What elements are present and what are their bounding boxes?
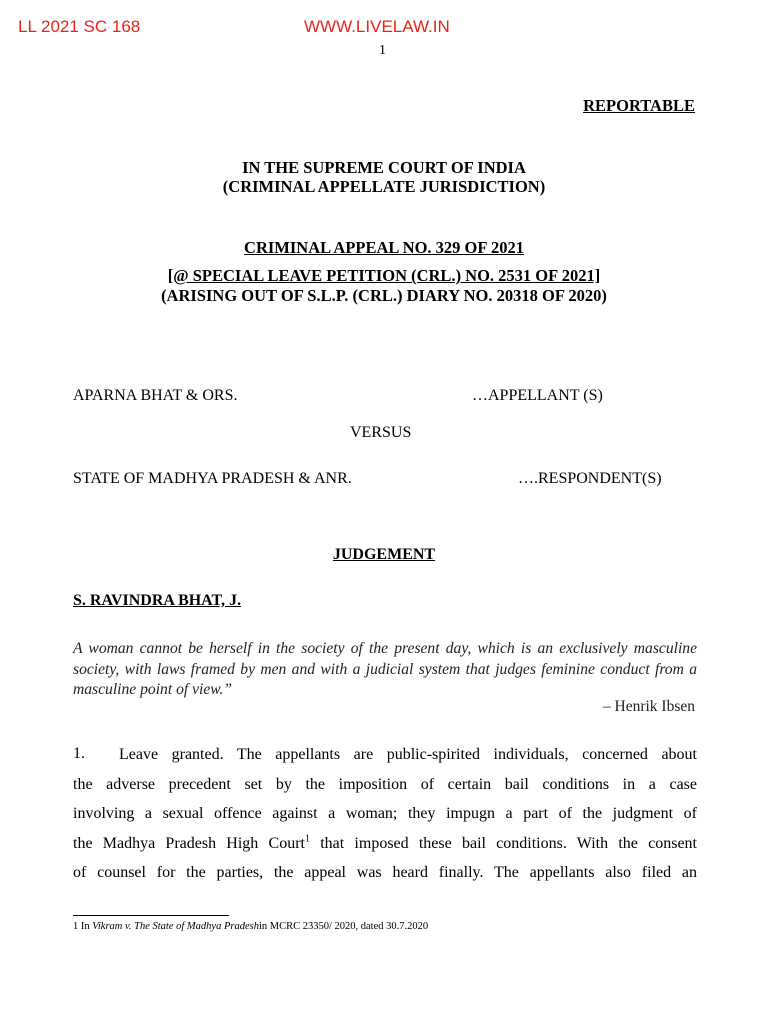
footnote xyxy=(73,921,428,932)
judgement-title: JUDGEMENT xyxy=(332,546,436,563)
epigraph-author: – Henrik Ibsen xyxy=(602,698,695,715)
court-jurisdiction: (CRIMINAL APPELLATE JURISDICTION) xyxy=(222,177,546,196)
paragraph-line-4 xyxy=(73,829,697,859)
appeal-number: CRIMINAL APPEAL NO. 329 OF 2021 xyxy=(244,238,524,257)
footnote-ref[interactable]: 1 xyxy=(304,833,310,845)
paragraph-line-2: the adverse precedent set by the imposition of certain bail conditions in a case xyxy=(73,776,697,793)
paragraph-line-3: involving a sexual offence against a woman; they impugn a part of the judgment of xyxy=(73,805,697,822)
footnote-divider xyxy=(73,915,229,916)
paragraph-line-4-start: the Madhya Pradesh High Court xyxy=(73,835,305,852)
paragraph-number: 1. xyxy=(73,745,85,762)
footnote-number: 1 xyxy=(73,921,79,932)
respondent-name: STATE OF MADHYA PRADESH & ANR. xyxy=(73,470,352,487)
citation-label: LL 2021 SC 168 xyxy=(18,17,141,36)
diary-number: (ARISING OUT OF S.L.P. (CRL.) DIARY NO. 20318 OF 2020) xyxy=(161,286,607,305)
slp-number: [@ SPECIAL LEAVE PETITION (CRL.) NO. 2531 OF 2021] xyxy=(167,266,601,285)
paragraph-line-1: Leave granted. The appellants are public-spirited individuals, concerned about xyxy=(119,746,697,763)
footnote-case-name: Vikram v. The State of Madhya Pradesh xyxy=(92,921,259,932)
appellant-label: …APPELLANT (S) xyxy=(472,387,603,404)
appellant-name: APARNA BHAT & ORS. xyxy=(73,387,238,404)
page-number: 1 xyxy=(379,43,386,58)
reportable-label: REPORTABLE xyxy=(583,96,695,115)
epigraph-quote: A woman cannot be herself in the society of the present day, which is an exclusively masculine society, with laws framed by men and with a judicial system that judges feminine conduct from a masculine point of view.” xyxy=(73,640,697,698)
paragraph-line-4-end: that imposed these bail conditions. With the consent xyxy=(309,835,698,852)
court-name: IN THE SUPREME COURT OF INDIA xyxy=(242,158,526,177)
judge-name: S. RAVINDRA BHAT, J. xyxy=(73,592,242,609)
versus-label: VERSUS xyxy=(350,424,412,441)
respondent-label: ….RESPONDENT(S) xyxy=(518,470,662,487)
footnote-prefix: In xyxy=(78,921,93,932)
site-link[interactable]: WWW.LIVELAW.IN xyxy=(304,17,450,36)
footnote-rest: in MCRC 23350/ 2020, dated 30.7.2020 xyxy=(258,921,429,932)
paragraph-line-5: of counsel for the parties, the appeal was heard finally. The appellants also filed an xyxy=(73,864,697,881)
